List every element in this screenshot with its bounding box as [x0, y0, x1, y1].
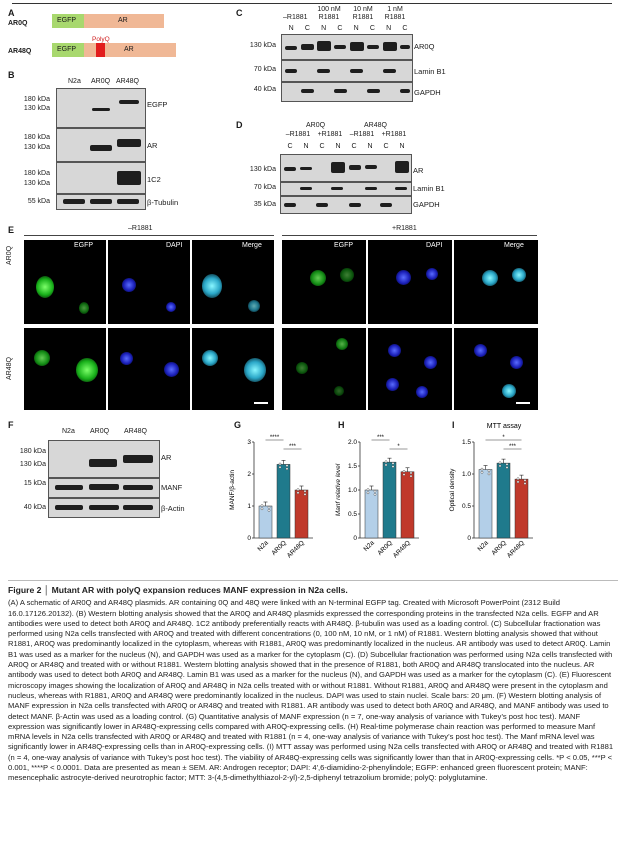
bar [383, 462, 396, 538]
band [350, 42, 364, 51]
band [383, 69, 396, 73]
data-point [517, 478, 519, 480]
blot-f-actin [48, 498, 160, 518]
y-tick-label: 2.0 [347, 439, 357, 446]
micrograph [192, 240, 274, 324]
band [300, 187, 312, 190]
fraction-label: N [367, 143, 373, 150]
caption-rule [8, 580, 618, 581]
blot-c-ar0q [281, 34, 413, 60]
band [400, 45, 410, 49]
antibody-label: MANF [161, 483, 183, 492]
micrograph [454, 240, 538, 324]
band [90, 145, 112, 151]
panel-a-label: A [8, 8, 15, 18]
group-label: +R1881 [381, 131, 407, 138]
band [92, 108, 110, 111]
data-point [374, 493, 376, 495]
data-point [392, 462, 394, 464]
channel-label: DAPI [166, 242, 183, 249]
data-point [286, 468, 288, 470]
x-tick-label: AR48Q [285, 539, 306, 560]
y-tick-label: 0 [353, 535, 357, 542]
data-point [297, 489, 299, 491]
bar [277, 464, 290, 538]
fraction-label: N [303, 143, 309, 150]
antibody-label: AR0Q [414, 42, 435, 51]
y-tick-label: 0.5 [461, 503, 471, 510]
mw-label: 70 kDa [253, 184, 276, 191]
group-label: –R1881 [285, 131, 311, 138]
band [365, 187, 377, 190]
row-label [6, 357, 13, 380]
cell [296, 362, 308, 374]
mw-label: 130 kDa [23, 180, 50, 187]
band [334, 89, 347, 93]
y-tick-label: 0 [247, 535, 251, 542]
bar [479, 470, 492, 538]
micrograph [368, 240, 452, 324]
fraction-label: N [386, 25, 392, 32]
fraction-label: C [287, 143, 293, 150]
band [284, 203, 296, 207]
fraction-label: N [353, 25, 359, 32]
band [89, 484, 119, 490]
band [301, 89, 314, 93]
mw-label: 180 kDa [23, 170, 50, 177]
data-point [279, 466, 281, 468]
y-tick-label: 1.0 [461, 471, 471, 478]
channel-label: EGFP [74, 242, 94, 249]
panel-c-group: 1 nM R1881 [384, 6, 406, 21]
micrograph [454, 328, 538, 410]
panel-g-label: G [234, 420, 242, 430]
channel-label: DAPI [426, 242, 443, 249]
micrograph [368, 328, 452, 410]
mw-label: 130 kDa [249, 166, 276, 173]
band [123, 485, 153, 490]
bar [365, 490, 378, 538]
antibody-label: AR [147, 141, 158, 150]
panel-i-label: I [452, 420, 455, 430]
antibody-label: AR [413, 166, 424, 175]
panel-d-groups [282, 131, 410, 138]
cell [340, 268, 354, 282]
antibody-label: GAPDH [413, 200, 440, 209]
data-point [499, 465, 501, 467]
band [123, 455, 153, 463]
chart-i [444, 420, 540, 560]
band [331, 187, 343, 190]
data-point [410, 475, 412, 477]
cell [79, 302, 89, 314]
cell [388, 344, 401, 357]
cell [336, 338, 348, 350]
data-point [488, 473, 490, 475]
data-point [524, 479, 526, 481]
band [395, 161, 409, 173]
data-point [279, 463, 281, 465]
blot-f-ar [48, 440, 160, 478]
cell [34, 350, 50, 366]
band [331, 162, 345, 173]
band [285, 46, 297, 50]
x-tick-label: AR0Q [376, 539, 394, 557]
band [400, 89, 410, 93]
band [63, 199, 85, 204]
band [285, 69, 297, 73]
panel-c-group-rules [283, 23, 411, 24]
condition-label: –R1881 [128, 225, 153, 232]
cell [482, 270, 498, 286]
antibody-label: AR [161, 453, 172, 462]
y-axis-label: Optical density [449, 468, 456, 512]
data-point [304, 493, 306, 495]
mw-label: 35 kDa [253, 201, 276, 208]
mw-label: 70 kDa [253, 66, 276, 73]
panel-c-label: C [236, 8, 243, 18]
bar [515, 479, 528, 538]
band [316, 203, 328, 207]
y-axis-label: Manf relative level [335, 463, 342, 517]
caption-body: (A) A schematic of AR0Q and AR48Q plasmids. AR containing 0Q and 48Q were linked with an N-terminal EGFP tag. Created with Microsoft PowerPoint (2312 Build 16.0.17126.20132). (B) Western blotting analysis showed that the AR0Q and AR48Q plasmids expressed the corresponding proteins in the transfected N2a cells. EGFP and AR antibodies were used to detect both AR0Q and AR48Q. 1C2 antibody preferentially reacts with AR48Q. β-tubulin was used as a loading control. (C) Subcellular fractionation was performed using N2a cells transfected with AR0Q and treated with different concentrations (0, 100 nM, 10 nM, or 1 nM) of R1881. Western blotting analysis showed that without R1881, AR0Q was predominantly localized in the cytoplasm, whereas with R1881, AR0Q was predominantly localized in the nucleus. AR antibody was used to detect AR0Q. Lamin B1 was used as a marker for the nucleus (N), and GAPDH was used as a marker for the cytoplasm (C). (D) Subcellular fractionation was performed using N2a cells transfected with AR0Q or AR48Q and treated with or without R1881. Western blotting analysis showed that in the presence of R1881, both AR0Q and AR48Q translocated into the nucleus. AR antibody was used to detect both AR0Q and AR48Q. Lamin B1 was used as a marker for the nucleus (N), and GAPDH was used as a marker for the cytoplasm (C). (E) Fluorescent microscopy images showing the localization of AR0Q and AR48Q in N2a cells treated with or without R1881. Without R1881, AR0Q and AR48Q were present in the cytoplasm and nucleus, whereas with R1881, AR0Q and AR48Q were predominantly localized in the nucleus. DAPI was used to stain nuclei. Scale bars: 20 μm. (F) Western blotting analysis of MANF expression in N2a cells transfected with AR0Q or AR48Q and treated with R1881. AR antibody was used to detect both AR0Q and AR48Q, and MANF antibody was used to detect MANF. β-Actin was used as a loading control. (G) Quantitative analysis of MANF expression (n = 7, one-way analysis of variance with Tukey’s post hoc test). MANF expression was significantly lower in AR48Q-expressing cells compared with AR0Q-expressing cells. (H) Real-time polymerase chain reaction was performed to measure Manf mRNA levels in N2a cells transfected with AR0Q or AR48Q and treated with R1881 (n = 4, one-way analysis of variance with Tukey’s post hoc test). The Manf mRNA level was significantly lower in AR48Q-expressing cells than in AR0Q-expressing cells. (I) MTT assay was performed using N2a cells transfected with AR0Q or AR48Q and treated with R1881 (n = 4, one-way analysis of variance with Tukey’s post hoc test). The viability of AR48Q-expressing cells was significantly lower than that in AR0Q-expressing cells. *P < 0.05, ***P < 0.001, ****P < 0.0001. Data are presented as mean ± SEM. AR: Androgen receptor; DAPI: 4′,6-diamidino-2-phenylindole; EGFP: enhanced green fluorescent protein; MANF: mesencephalic astrocyte-derived neurotrophic factor; MTT: 3-(4,5-dimethylthiazol-2-yl)-2,5-diphenyl tetrazolium bromide; polyQ: polyglutamine. [8, 598, 614, 783]
top-rule [12, 3, 612, 4]
cell [164, 362, 179, 377]
ar48q-egfp-label: EGFP [57, 46, 77, 53]
antibody-label: Lamin B1 [414, 67, 446, 76]
cell [510, 356, 523, 369]
fraction-label: C [304, 25, 310, 32]
band [300, 167, 312, 170]
panel-b-label: B [8, 70, 15, 80]
band [349, 165, 361, 170]
condition-rule [24, 235, 274, 236]
cell [474, 344, 487, 357]
data-point [367, 492, 369, 494]
row-label-text: AR0Q [6, 245, 13, 265]
panel-h-label: H [338, 420, 345, 430]
micrograph [282, 328, 366, 410]
panel-d-fractions [282, 143, 410, 150]
band [90, 199, 112, 204]
micrograph [108, 328, 190, 410]
data-point [261, 505, 263, 507]
panel-d-label: D [236, 120, 243, 130]
mw-label: 130 kDa [19, 461, 46, 468]
x-tick-label: AR48Q [505, 539, 526, 560]
figure-caption [8, 585, 616, 784]
data-point [517, 481, 519, 483]
band [123, 505, 153, 510]
condition-rule [282, 235, 537, 236]
data-point [403, 470, 405, 472]
panel-c-group: 10 nM R1881 [352, 6, 374, 21]
data-point [374, 490, 376, 492]
ar0q-ar-label: AR [118, 17, 128, 24]
fraction-label: C [369, 25, 375, 32]
antibody-label: EGFP [147, 100, 168, 109]
blot-b-ar [56, 128, 146, 162]
y-tick-label: 3 [247, 439, 251, 446]
blot-c-laminb1 [281, 60, 413, 82]
panel-e-label: E [8, 225, 15, 235]
ar0q-egfp-label: EGFP [57, 17, 77, 24]
band [350, 69, 363, 73]
band [284, 167, 296, 171]
cell [202, 350, 218, 366]
data-point [524, 482, 526, 484]
bar [401, 472, 414, 538]
panel-b-lane: AR48Q [116, 78, 139, 85]
channel-label: Merge [242, 242, 262, 249]
significance-label: *** [376, 435, 385, 441]
panel-f-lane: N2a [62, 428, 75, 435]
fraction-label: C [337, 25, 343, 32]
scale-bar [516, 402, 530, 404]
blot-c-gapdh [281, 82, 413, 102]
antibody-label: GAPDH [414, 88, 441, 97]
mw-label: 15 kDa [23, 480, 46, 487]
fraction-label: C [383, 143, 389, 150]
cell [120, 352, 133, 365]
data-point [499, 462, 501, 464]
x-tick-label: AR0Q [490, 539, 508, 557]
cell [386, 378, 399, 391]
y-tick-label: 0 [467, 535, 471, 542]
significance-label: **** [269, 435, 280, 441]
micrograph [24, 240, 106, 324]
band [317, 41, 331, 51]
band [383, 42, 397, 51]
fraction-label: N [399, 143, 405, 150]
cell [416, 386, 428, 398]
fraction-label: C [319, 143, 325, 150]
panel-c-group: –R1881 [283, 14, 308, 21]
cell [310, 270, 326, 286]
bar [295, 490, 308, 538]
data-point [481, 471, 483, 473]
significance-label: * [397, 444, 400, 450]
x-tick-label: N2a [362, 539, 376, 553]
band [301, 44, 314, 50]
cell [76, 358, 98, 382]
data-point [410, 472, 412, 474]
band [117, 171, 141, 185]
construct-label: AR0Q [306, 122, 326, 129]
construct-label: AR48Q [364, 122, 387, 129]
data-point [268, 509, 270, 511]
band [117, 139, 141, 147]
channel-label: EGFP [334, 242, 354, 249]
group-label: +R1881 [317, 131, 343, 138]
panel-c-fraction-row [283, 25, 413, 32]
significance-label: *** [508, 444, 517, 450]
blot-d-laminb1 [280, 182, 412, 196]
x-tick-label: N2a [256, 539, 270, 553]
panel-b-lane: AR0Q [91, 78, 111, 85]
polyq-label: PolyQ [92, 36, 110, 43]
cell [248, 300, 260, 312]
cell [502, 384, 516, 398]
panel-f-lane: AR48Q [124, 428, 147, 435]
data-point [367, 489, 369, 491]
band [380, 203, 392, 207]
y-tick-label: 0.5 [347, 511, 357, 518]
data-point [403, 473, 405, 475]
data-point [385, 464, 387, 466]
micrograph [24, 328, 106, 410]
panel-c-group: 100 nM R1881 [317, 6, 341, 21]
antibody-label: β-Actin [161, 504, 185, 513]
y-tick-label: 1.5 [347, 463, 357, 470]
mw-label: 130 kDa [249, 42, 276, 49]
y-tick-label: 1.5 [461, 439, 471, 446]
cell [396, 270, 411, 285]
cell [166, 302, 176, 312]
data-point [286, 465, 288, 467]
mw-label: 55 kDa [27, 198, 50, 205]
cell [512, 268, 526, 282]
y-tick-label: 1 [247, 503, 251, 510]
data-point [385, 461, 387, 463]
panel-f-label: F [8, 420, 14, 430]
band [55, 505, 83, 510]
micrograph [108, 240, 190, 324]
data-point [297, 492, 299, 494]
band [117, 199, 139, 204]
row-label-text: AR48Q [6, 357, 13, 380]
band [89, 505, 119, 510]
ar48q-polyq-box [96, 43, 105, 57]
data-point [261, 508, 263, 510]
band [365, 165, 377, 169]
chart-h [330, 420, 426, 560]
band [334, 45, 346, 49]
blot-b-tubulin [56, 194, 146, 210]
row-label [6, 246, 13, 265]
channel-label: Merge [504, 242, 524, 249]
mw-label: 130 kDa [23, 105, 50, 112]
band [349, 203, 361, 207]
mw-label: 130 kDa [23, 144, 50, 151]
panel-f-lane: AR0Q [90, 428, 110, 435]
cell [426, 268, 438, 280]
significance-label: *** [288, 444, 297, 450]
band [55, 485, 83, 490]
panel-b-lane: N2a [68, 78, 81, 85]
blot-f-manf [48, 478, 160, 498]
x-tick-label: N2a [476, 539, 490, 553]
data-point [392, 465, 394, 467]
data-point [506, 463, 508, 465]
chart-title: MTT assay [486, 423, 522, 430]
data-point [488, 470, 490, 472]
fraction-label: C [351, 143, 357, 150]
chart-g [224, 420, 320, 560]
data-point [506, 466, 508, 468]
plasmid-name-ar48q: AR48Q [8, 48, 32, 55]
band [119, 100, 139, 104]
scale-bar [254, 402, 268, 404]
micrograph [192, 328, 274, 410]
micrograph [282, 240, 366, 324]
data-point [481, 468, 483, 470]
plasmid-name-ar0q: AR0Q [8, 20, 28, 27]
x-tick-label: AR48Q [391, 539, 412, 560]
cell [202, 274, 222, 298]
antibody-label: β-Tubulin [147, 198, 179, 207]
significance-label: * [502, 435, 505, 441]
antibody-label: Lamin B1 [413, 184, 445, 193]
condition-label: +R1881 [392, 225, 417, 232]
cell [424, 356, 437, 369]
bar [497, 463, 510, 538]
mw-label: 40 kDa [23, 504, 46, 511]
caption-title: Figure 2 │ Mutant AR with polyQ expansion reduces MANF expression in N2a cells. [8, 585, 348, 595]
ar48q-ar-label: AR [124, 46, 134, 53]
band [395, 187, 407, 190]
cell [36, 276, 54, 298]
fraction-label: N [335, 143, 341, 150]
mw-label: 180 kDa [23, 96, 50, 103]
data-point [268, 506, 270, 508]
mw-label: 180 kDa [23, 134, 50, 141]
y-axis-label: MANF/β-actin [229, 470, 236, 510]
y-tick-label: 2 [247, 471, 251, 478]
data-point [304, 490, 306, 492]
blot-b-1c2 [56, 162, 146, 194]
band [89, 459, 117, 467]
blot-b-egfp [56, 88, 146, 128]
group-label: –R1881 [349, 131, 375, 138]
antibody-label: 1C2 [147, 175, 161, 184]
fraction-label: N [321, 25, 327, 32]
band [367, 89, 380, 93]
fraction-label: N [288, 25, 294, 32]
cell [334, 386, 344, 396]
y-tick-label: 1.0 [347, 487, 357, 494]
cell [244, 358, 266, 382]
mw-label: 40 kDa [253, 86, 276, 93]
blot-d-gapdh [280, 196, 412, 214]
cell [122, 278, 136, 292]
fraction-label: C [402, 25, 408, 32]
band [367, 45, 379, 49]
x-tick-label: AR0Q [270, 539, 288, 557]
band [317, 69, 330, 73]
blot-d-ar [280, 154, 412, 182]
mw-label: 180 kDa [19, 448, 46, 455]
